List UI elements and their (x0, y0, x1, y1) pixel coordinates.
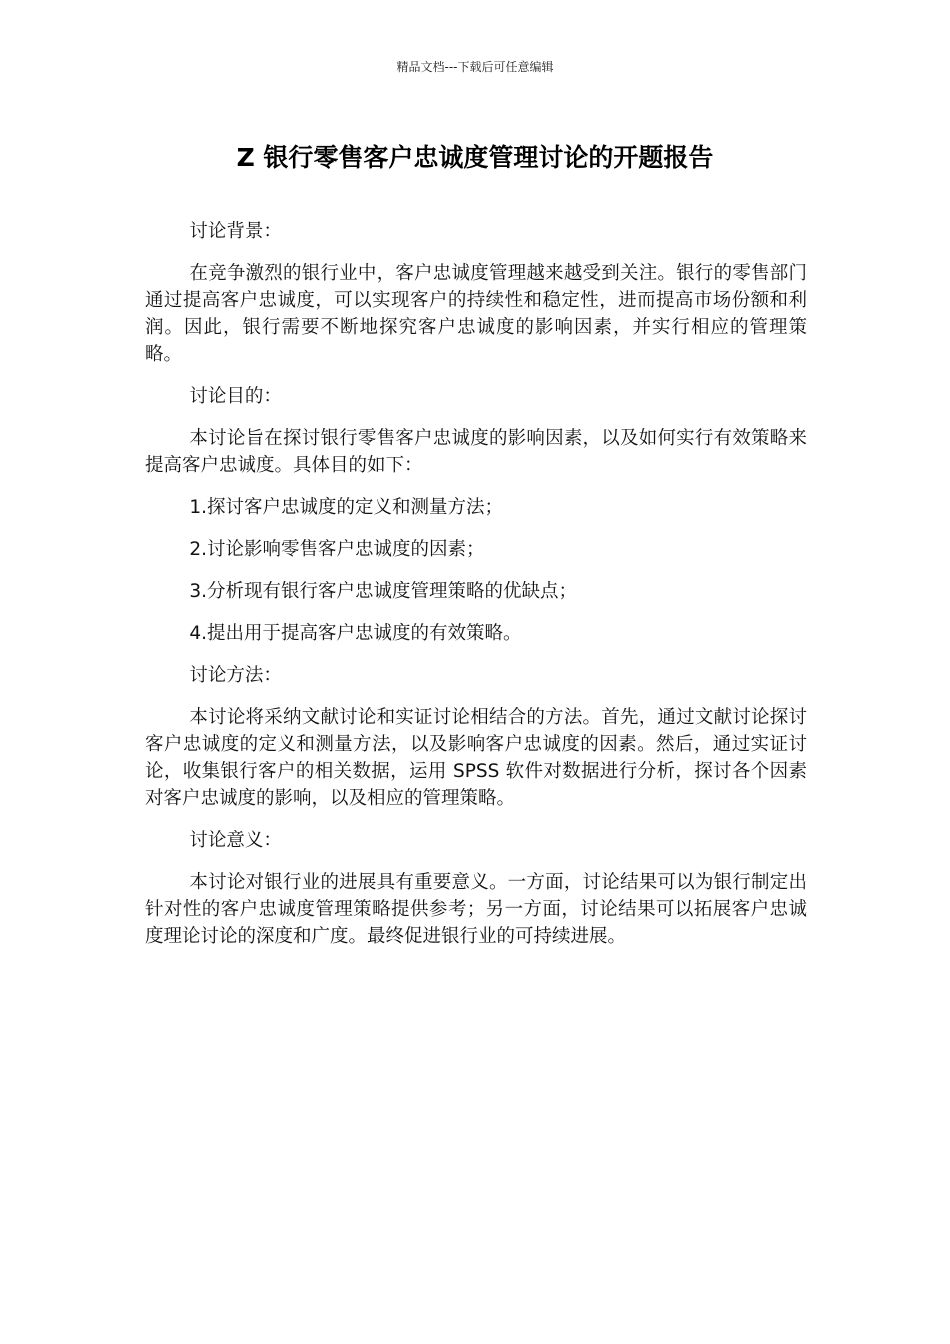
section-heading-background: 讨论背景： (189, 221, 282, 242)
list-item: 1.探讨客户忠诚度的定义和测量方法； (189, 497, 504, 518)
section-paragraph-method: 本讨论将采纳文献讨论和实证讨论相结合的方法。首先，通过文献讨论探讨客户忠诚度的定义和测量方法，以及影响客户忠诚度的因素。然后，通过实证讨论，收集银行客户的相关数据，运用 SPSS 软件对数据进行分析，探讨各个因素对客户忠诚度的影响，以及相应的管理策略。 (145, 707, 807, 809)
document-body (145, 218, 807, 965)
section-heading-purpose: 讨论目的： (189, 386, 282, 407)
list-item: 4.提出用于提高客户忠诚度的有效策略。 (189, 623, 522, 644)
header-note: 精品文档---下载后可任意编辑 (396, 60, 554, 74)
document-title: Z 银行零售客户忠诚度管理讨论的开题报告 (236, 143, 714, 172)
section-heading-significance: 讨论意义： (189, 830, 282, 851)
list-item: 2.讨论影响零售客户忠诚度的因素； (189, 539, 485, 560)
list-item: 3.分析现有银行客户忠诚度管理策略的优缺点； (189, 581, 578, 602)
section-paragraph-background: 在竞争激烈的银行业中，客户忠诚度管理越来越受到关注。银行的零售部门通过提高客户忠诚度，可以实现客户的持续性和稳定性，进而提高市场份额和利润。因此，银行需要不断地探究客户忠诚度的影响因素，并实行相应的管理策略。 (145, 263, 807, 365)
section-paragraph-significance: 本讨论对银行业的进展具有重要意义。一方面，讨论结果可以为银行制定出针对性的客户忠诚度管理策略提供参考；另一方面，讨论结果可以拓展客户忠诚度理论讨论的深度和广度。最终促进银行业的可持续进展。 (145, 872, 807, 947)
section-heading-method: 讨论方法： (189, 665, 282, 686)
section-paragraph-purpose: 本讨论旨在探讨银行零售客户忠诚度的影响因素，以及如何实行有效策略来提高客户忠诚度。具体目的如下： (145, 428, 807, 476)
